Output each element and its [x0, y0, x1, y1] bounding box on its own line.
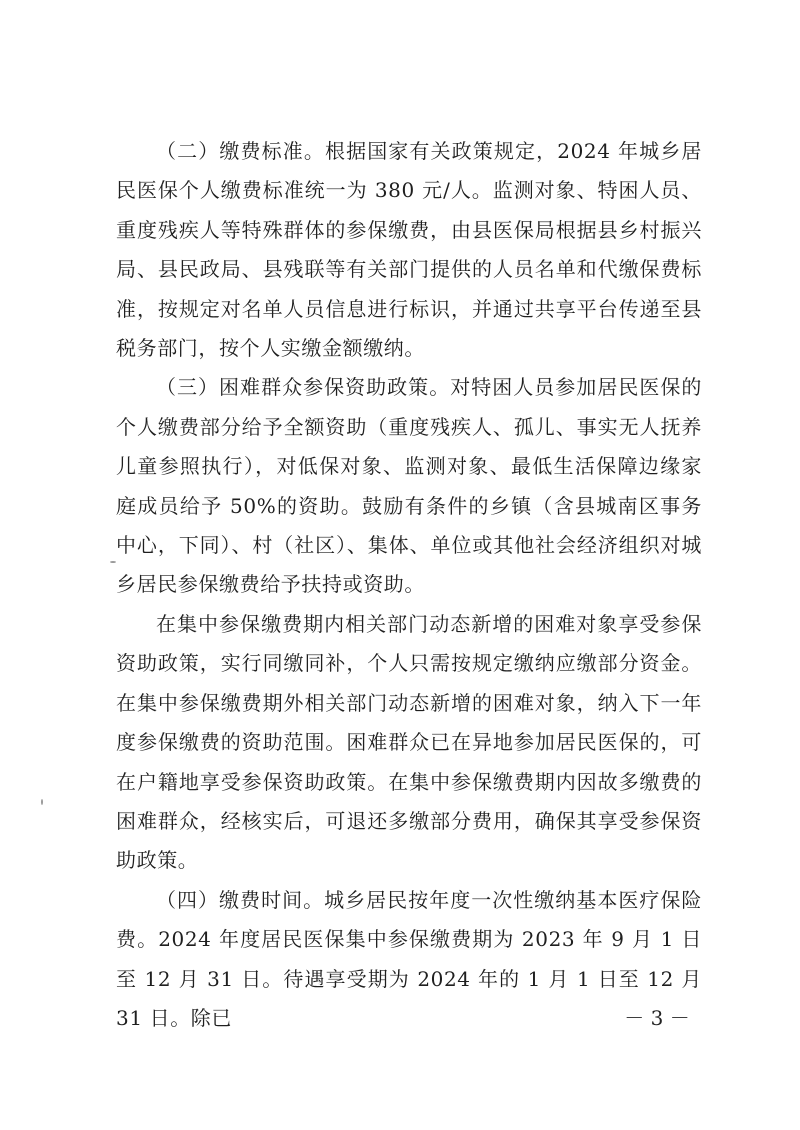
- paragraph-payment-standard: [116, 132, 702, 368]
- paragraph-text: 在集中参保缴费期内相关部门动态新增的困难对象享受参保资助政策，实行同缴同补，个人只需按规定缴纳应缴部分资金。在集中参保缴费期外相关部门动态新增的困难对象，纳入下一年度参保缴费的资助范围。困难群众已在异地参加居民医保的，可在户籍地享受参保资助政策。在集中参保缴费期内因故多缴费的困难群众，经核实后，可退还多缴部分费用，确保其享受参保资助政策。: [116, 611, 702, 873]
- section-heading-payment-time: （四）缴费时间。: [156, 887, 325, 912]
- section-heading-assistance-policy: （三）困难群众参保资助政策。: [156, 375, 451, 400]
- scan-speck: [41, 799, 43, 805]
- paragraph-text: 城乡居民按年度一次性缴纳基本医疗保险费。2024 年度居民医保集中参保缴费期为 2023 年 9 月 1 日至 12 月 31 日。待遇享受期为 2024 年的 1 月 1 日至 12 月 31 日。除已: [116, 887, 702, 1030]
- paragraph-text: 根据国家有关政策规定，2024 年城乡居民医保个人缴费标准统一为 380 元/人。监测对象、特困人员、重度残疾人等特殊群体的参保缴费，由县医保局根据县乡村振兴局、县民政局、县残联等有关部门提供的人员名单和代缴保费标准，按规定对名单人员信息进行标识，并通过共享平台传递至县税务部门，按个人实缴金额缴纳。: [116, 139, 702, 361]
- scan-speck: [110, 561, 116, 563]
- section-heading-payment-standard: （二）缴费标准。: [156, 139, 325, 163]
- document-body: [116, 132, 702, 1038]
- paragraph-text: 对特困人员参加居民医保的个人缴费部分给予全额资助（重度残疾人、孤儿、事实无人抚养儿童参照执行），对低保对象、监测对象、最低生活保障边缘家庭成员给予 50%的资助。鼓励有条件的乡镇（含县城南区事务中心，下同）、村（社区）、集体、单位或其他社会经济组织对城乡居民参保缴费给予扶持或资助。: [116, 375, 702, 597]
- paragraph-dynamic-additions: [116, 605, 702, 881]
- paragraph-assistance-policy: [116, 368, 702, 604]
- page-number: － 3 －: [624, 1006, 690, 1030]
